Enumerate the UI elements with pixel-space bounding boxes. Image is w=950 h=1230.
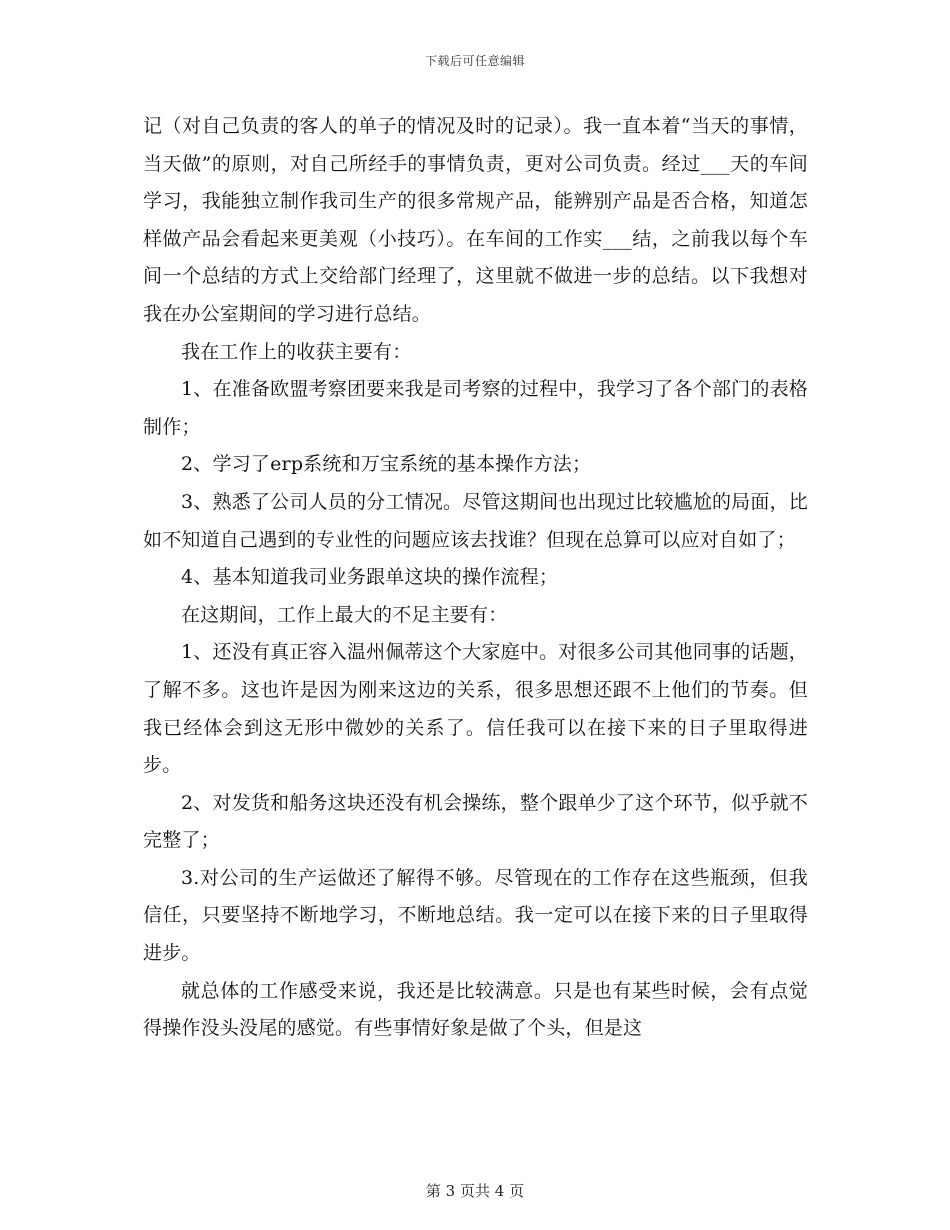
page-footer: 第 3 页共 4 页 (425, 1182, 525, 1200)
page-header: 下载后可任意编辑 (424, 54, 525, 68)
paragraph-4: 2、学习了erp系统和万宝系统的基本操作方法； (181, 453, 592, 476)
paragraph-9: 2、对发货和船务这块还没有机会操练，整个跟单少了这个环节，似乎就不完整了； (143, 791, 808, 852)
document-body (143, 108, 808, 1048)
paragraph-7: 在这期间，工作上最大的不足主要有： (181, 603, 508, 626)
paragraph-5: 3、熟悉了公司人员的分工情况。尽管这期间也出现过比较尴尬的局面，比如不知道自己遇到的专业性的问题应该去找谁？但现在总算可以应对自如了； (143, 490, 808, 551)
paragraph-2: 我在工作上的收获主要有： (181, 340, 412, 363)
paragraph-11: 就总体的工作感受来说，我还是比较满意。只是也有某些时候，会有点觉得操作没头没尾的感觉。有些事情好象是做了个头，但是这 (143, 979, 808, 1040)
paragraph-8: 1、还没有真正容入温州佩蒂这个大家庭中。对很多公司其他同事的话题，了解不多。这也许是因为刚来这边的关系，很多思想还跟不上他们的节奏。但我已经体会到这无形中微妙的关系了。信任我可以在接下来的日子里取得进步。 (143, 641, 808, 777)
paragraph-10: 3.对公司的生产运做还了解得不够。尽管现在的工作存在这些瓶颈，但我信任，只要坚持不断地学习，不断地总结。我一定可以在接下来的日子里取得进步。 (143, 866, 808, 965)
paragraph-3: 1、在准备欧盟考察团要来我是司考察的过程中，我学习了各个部门的表格制作； (143, 378, 808, 438)
paragraph-6: 4、基本知道我司业务跟单这块的操作流程； (181, 566, 559, 589)
paragraph-1: 记（对自己负责的客人的单子的情况及时的记录）。我一直本着“当天的事情，当天做”的原则，对自己所经手的事情负责，更对公司负责。经过___天的车间学习，我能独立制作我司生产的很多常规产品，能辨别产品是否合格，知道怎样做产品会看起来更美观（小技巧）。在车间的工作实___结，之前我以每个车间一个总结的方式上交给部门经理了，这里就不做进一步的总结。以下我想对我在办公室期间的学习进行总结。 (143, 115, 808, 325)
